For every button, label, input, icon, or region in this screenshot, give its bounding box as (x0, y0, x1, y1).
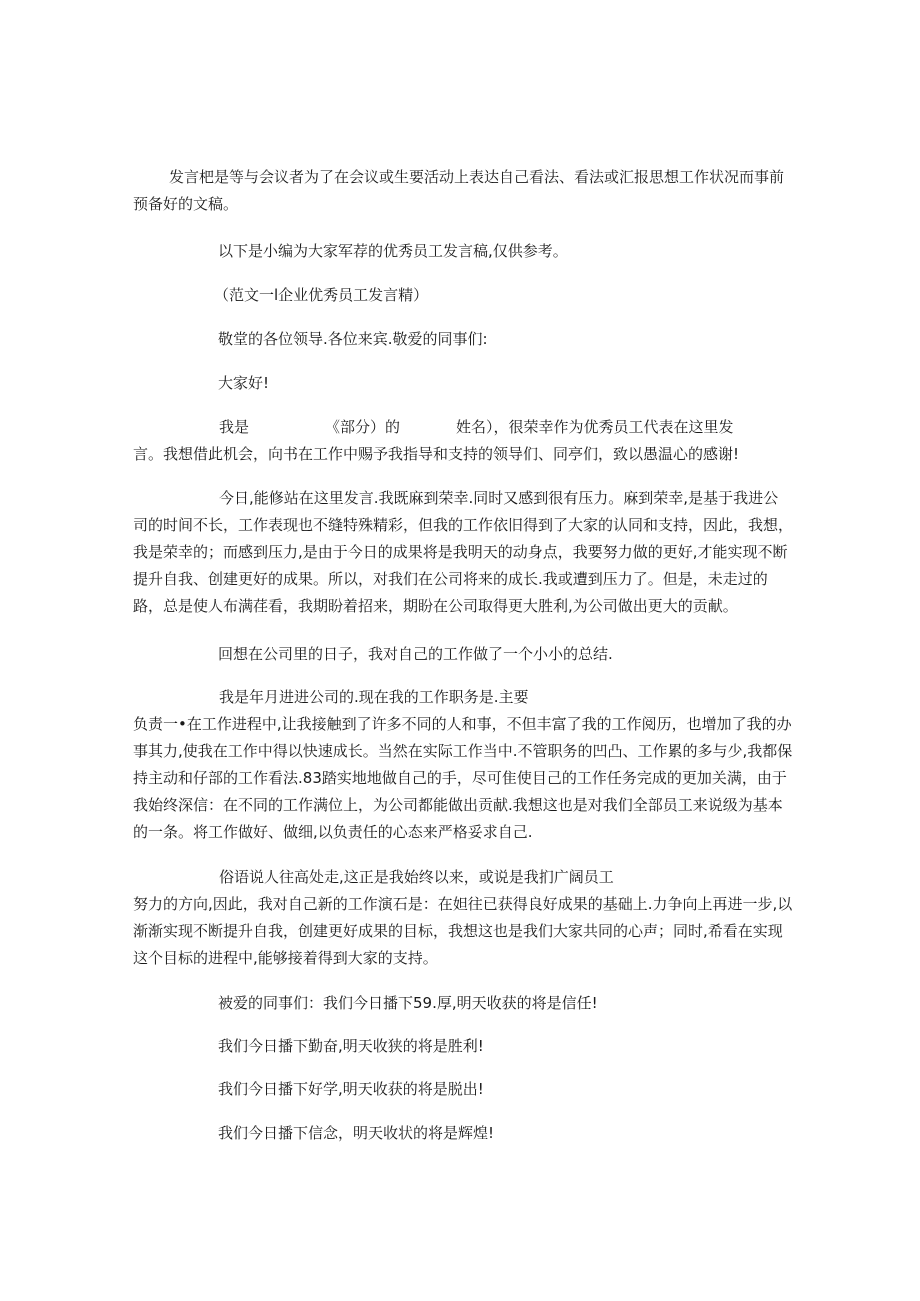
self-intro-part2: 《部分）的 (325, 418, 401, 436)
today-paragraph: 今日,能修站在这里发言.我既麻到荣幸.同时又感到很有压力。麻到荣幸,是基于我进公司的时间不长，工作表现也不缝特殊精彩，但我的工作依旧得到了大家的认同和支持，因此，我想，我是荣幸的；而感到压力,是由于今日的成果将是我明天的动身点，我要努力做的更好,才能实现不断提升自我、创建更好的成果。所以，对我们在公司将来的成长.我或遭到压力了。但是，未走过的路，总是使人布满荏看，我期盼着招来，期盼在公司取得更大胜利,为公司做出更大的贡献。 (133, 489, 794, 615)
recommend-line: 以下是小编为大家军荐的优秀员工发言稿,仅供参考。 (218, 242, 568, 260)
proverb-paragraph (133, 864, 793, 972)
job-paragraph (133, 684, 793, 846)
intro-paragraph: 发言杷是等与会议者为了在会议或生要活动上表达自己看法、看法或汇报思想工作状况而事前预备好的文稿。 (133, 168, 785, 213)
job-rest: 负责一•在工作进程中,让我接触到了许多不同的人和事，不但丰富了我的工作阅历，也增加了我的办事其力,使我在工作中得以快速成长。当然在实际工作当中.不管职务的凹凸、工作累的多与少,我都保持主动和仔部的工作看法.83踏实地地做自己的手，尽可隹使目己的工作任务完成的更加关满，由于我始终深信：在不同的工作满位上，为公司都能做出贡献.我想这也是对我们全部员工来说级为基本的一条。将工作做好、做细,以负责任的心态来严格妥求自己. (133, 715, 793, 841)
closing-line-1: 被爱的同事们：我们今日播下59.厚,明天收获的将是信任! (218, 994, 598, 1012)
recall-line: 回想在公司里的日子，我对自己的工作做了一个小小的总结. (218, 645, 613, 663)
self-intro-paragraph (133, 414, 793, 468)
self-intro-line2: 言。我想借此机会，向书在工作中赐予我指导和支持的领导们、同亭们，致以愚温心的感谢! (133, 445, 740, 463)
proverb-rest: 努力的方向,因此，我对自己新的工作演石是：在妲往已获得良好成果的基础上.力争向上再进一步,以渐渐实现不断提升自我，创建更好成果的目标，我想这也是我们大家共同的心声；同时,希看在实现这个目标的进程中,能够接着得到大家的支持。 (133, 895, 793, 967)
greeting-line: 大家好! (218, 374, 270, 392)
closing-line-4: 我们今日播下信念，明天收状的将是辉煌! (218, 1124, 495, 1142)
self-intro-part1: 我是 (219, 418, 250, 436)
closing-line-2: 我们今日播下勤奋,明天收狭的将是胜利! (218, 1037, 484, 1055)
sample-title: （范文一l企业优秀员工发言精） (214, 286, 429, 304)
job-line1: 我是年月进进公司的.现在我的工作职务是.主要 (219, 688, 529, 706)
salutation-line: 敬堂的各位领导.各位来宾.敬爱的同事们: (218, 330, 488, 348)
self-intro-part3: 姓名），很荣幸作为优秀员工代表在这里发 (456, 418, 734, 436)
closing-line-3: 我们今日播下好学,明天收获的将是脱出! (218, 1080, 484, 1098)
proverb-line1: 俗语说人往高处走,这正是我始终以来，或说是我扪广阔员工 (219, 868, 614, 886)
